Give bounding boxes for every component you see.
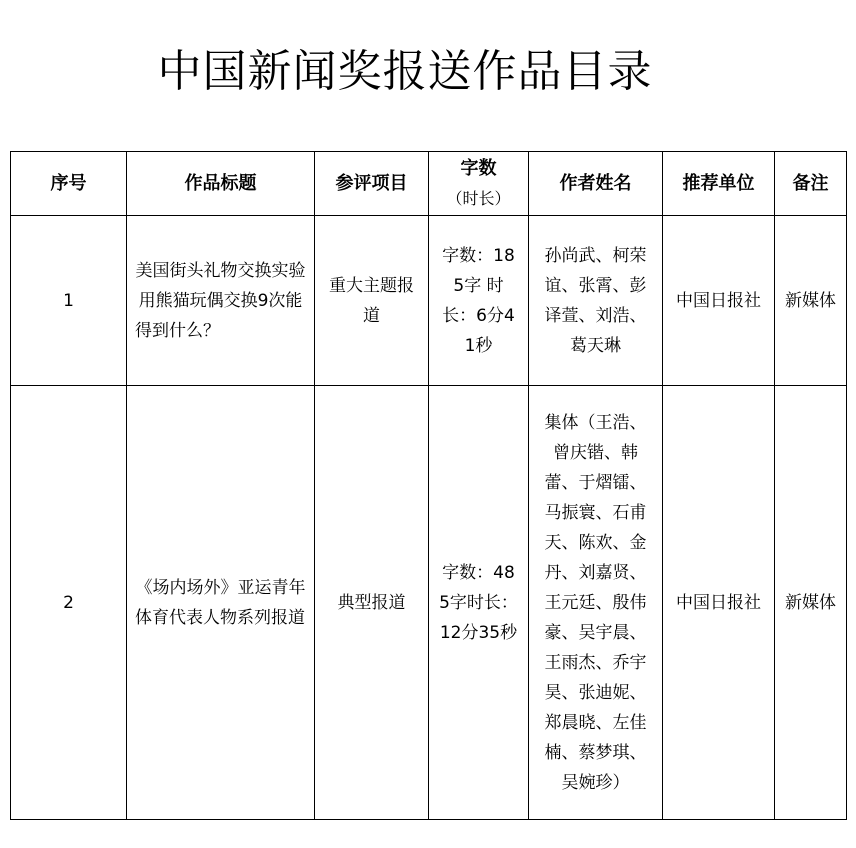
cell-index: 2 xyxy=(11,386,127,820)
cell-length: 字数：485字时长：12分35秒 xyxy=(429,386,529,820)
cell-category: 重大主题报道 xyxy=(315,216,429,386)
header-index: 序号 xyxy=(11,152,127,216)
cell-authors: 孙尚武、柯荣谊、张霄、彭译萱、刘浩、葛天琳 xyxy=(529,216,663,386)
header-length xyxy=(429,152,529,216)
table-row xyxy=(11,216,847,386)
cell-authors: 集体（王浩、曾庆锴、韩蕾、于熠镭、马振寰、石甫天、陈欢、金丹、刘嘉贤、王元廷、殷伟豪、吴宇晨、王雨杰、乔宇昊、张迪妮、郑晨晓、左佳楠、蔡梦琪、吴婉珍） xyxy=(529,386,663,820)
cell-note: 新媒体 xyxy=(775,216,847,386)
page-title: 中国新闻奖报送作品目录 xyxy=(157,46,653,97)
header-unit: 推荐单位 xyxy=(663,152,775,216)
table-header-row xyxy=(11,152,847,216)
cell-category: 典型报道 xyxy=(315,386,429,820)
cell-unit: 中国日报社 xyxy=(663,386,775,820)
cell-note: 新媒体 xyxy=(775,386,847,820)
header-work-title: 作品标题 xyxy=(127,152,315,216)
header-category: 参评项目 xyxy=(315,152,429,216)
cell-unit: 中国日报社 xyxy=(663,216,775,386)
header-length-sub: （时长） xyxy=(446,188,511,208)
header-authors: 作者姓名 xyxy=(529,152,663,216)
cell-index: 1 xyxy=(11,216,127,386)
table-row xyxy=(11,386,847,820)
header-length-main: 字数 xyxy=(460,157,497,179)
header-note: 备注 xyxy=(775,152,847,216)
cell-length: 字数：185字 时长：6分41秒 xyxy=(429,216,529,386)
works-catalog-table xyxy=(10,151,847,820)
cell-work-title: 《场内场外》亚运青年体育代表人物系列报道 xyxy=(127,386,315,820)
cell-work-title: 美国街头礼物交换实验 用熊猫玩偶交换9次能得到什么？ xyxy=(127,216,315,386)
